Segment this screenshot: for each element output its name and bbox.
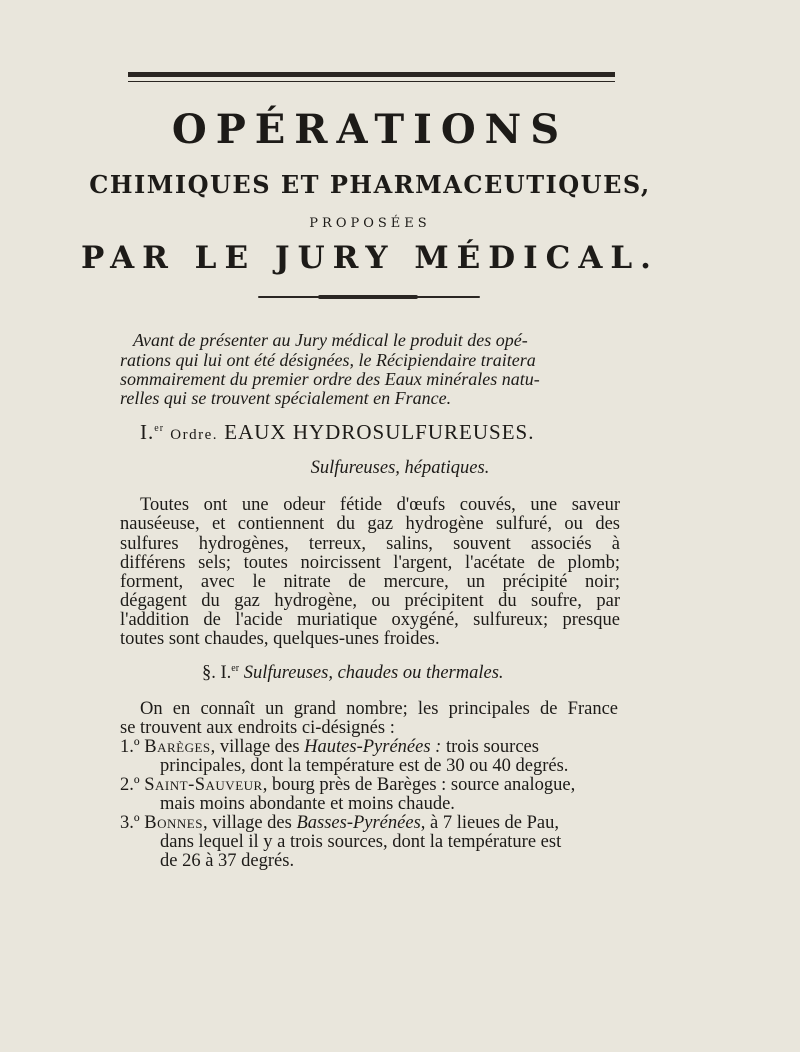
list-item-bonnes <box>120 814 559 833</box>
intro-line-1: Avant de présenter au Jury médical le produit des opé- <box>133 330 528 350</box>
list-item-place: Basses-Pyrénées <box>296 813 421 833</box>
section-superscript: er <box>231 663 240 674</box>
description-line-4: différens sels; toutes noircissent l'argent, l'acétate de plomb; <box>120 553 620 573</box>
title-operations: OPÉRATIONS <box>171 106 569 153</box>
order-title: EAUX HYDROSULFUREUSES. <box>224 420 535 444</box>
list-item-text-end: trois sources <box>441 737 539 757</box>
description-line-2: nauséeuse, et contiennent du gaz hydrogène sulfuré, ou des <box>120 514 620 534</box>
description-line-6: dégagent du gaz hydrogène, ou précipitent du soufre, par <box>120 591 620 611</box>
section-intro-line-1: On en connaît un grand nombre; les principales de France <box>140 699 618 719</box>
section-heading <box>202 663 504 684</box>
section-mark: §. I. <box>202 663 232 684</box>
description-line-8: toutes sont chaudes, quelques-unes froides. <box>120 629 440 649</box>
list-item-bonnes-line-2: dans lequel il y a trois sources, dont la température est <box>160 832 562 852</box>
description-line-1: Toutes ont une odeur fétide d'œufs couvés, une saveur <box>140 495 620 515</box>
list-item-bareges-line-2: principales, dont la température est de 30 ou 40 degrés. <box>160 756 569 776</box>
list-item-number: 2.º <box>120 775 140 795</box>
list-item-saint-sauveur <box>120 776 575 795</box>
list-item-name: Barèges <box>144 737 211 757</box>
order-heading <box>140 420 534 445</box>
title-proposees: PROPOSÉES <box>309 216 431 231</box>
section-title: Sulfureuses, chaudes ou thermales. <box>243 663 504 684</box>
intro-line-2: rations qui lui ont été désignées, le Récipiendaire traitera <box>120 350 536 370</box>
list-item-number: 3.º <box>120 813 140 833</box>
list-item-place: Hautes-Pyrénées : <box>304 737 442 757</box>
order-number: I. <box>140 420 155 444</box>
order-superscript: er <box>154 423 165 434</box>
list-item-bonnes-line-3: de 26 à 37 degrés. <box>160 851 295 871</box>
ornamental-rule <box>258 296 480 298</box>
description-line-5: forment, avec le nitrate de mercure, un précipité noir; <box>120 572 620 592</box>
intro-line-4: relles qui se trouvent spécialement en France. <box>120 388 452 408</box>
top-rule-thin <box>128 81 615 82</box>
top-rule-thick <box>128 72 615 77</box>
description-line-7: l'addition de l'acide muriatique oxygéné, sulfureux; presque <box>120 610 620 630</box>
intro-line-3: sommairement du premier ordre des Eaux minérales natu- <box>120 369 540 389</box>
list-item-text-end: , à 7 lieues de Pau, <box>420 813 559 833</box>
title-jury-medical: PAR LE JURY MÉDICAL. <box>81 240 659 276</box>
list-item-text: , village des <box>210 737 305 757</box>
title-chimiques: CHIMIQUES ET PHARMACEUTIQUES, <box>89 170 651 199</box>
list-item-saint-sauveur-line-2: mais moins abondante et moins chaude. <box>160 794 455 814</box>
description-line-3: sulfures hydrogènes, terreux, salins, souvent associés à <box>120 534 620 554</box>
list-item-name: Saint-Sauveur <box>144 775 263 795</box>
list-item-number: 1.º <box>120 737 140 757</box>
section-intro-line-2: se trouvent aux endroits ci-désignés : <box>120 718 395 738</box>
order-subtitle: Sulfureuses, hépatiques. <box>310 458 490 478</box>
list-item-text: , village des <box>202 813 297 833</box>
order-label: Ordre. <box>170 427 219 443</box>
list-item-bareges <box>120 738 539 757</box>
list-item-text: , bourg près de Barèges : source analogue, <box>262 775 576 795</box>
list-item-name: Bonnes <box>144 813 203 833</box>
